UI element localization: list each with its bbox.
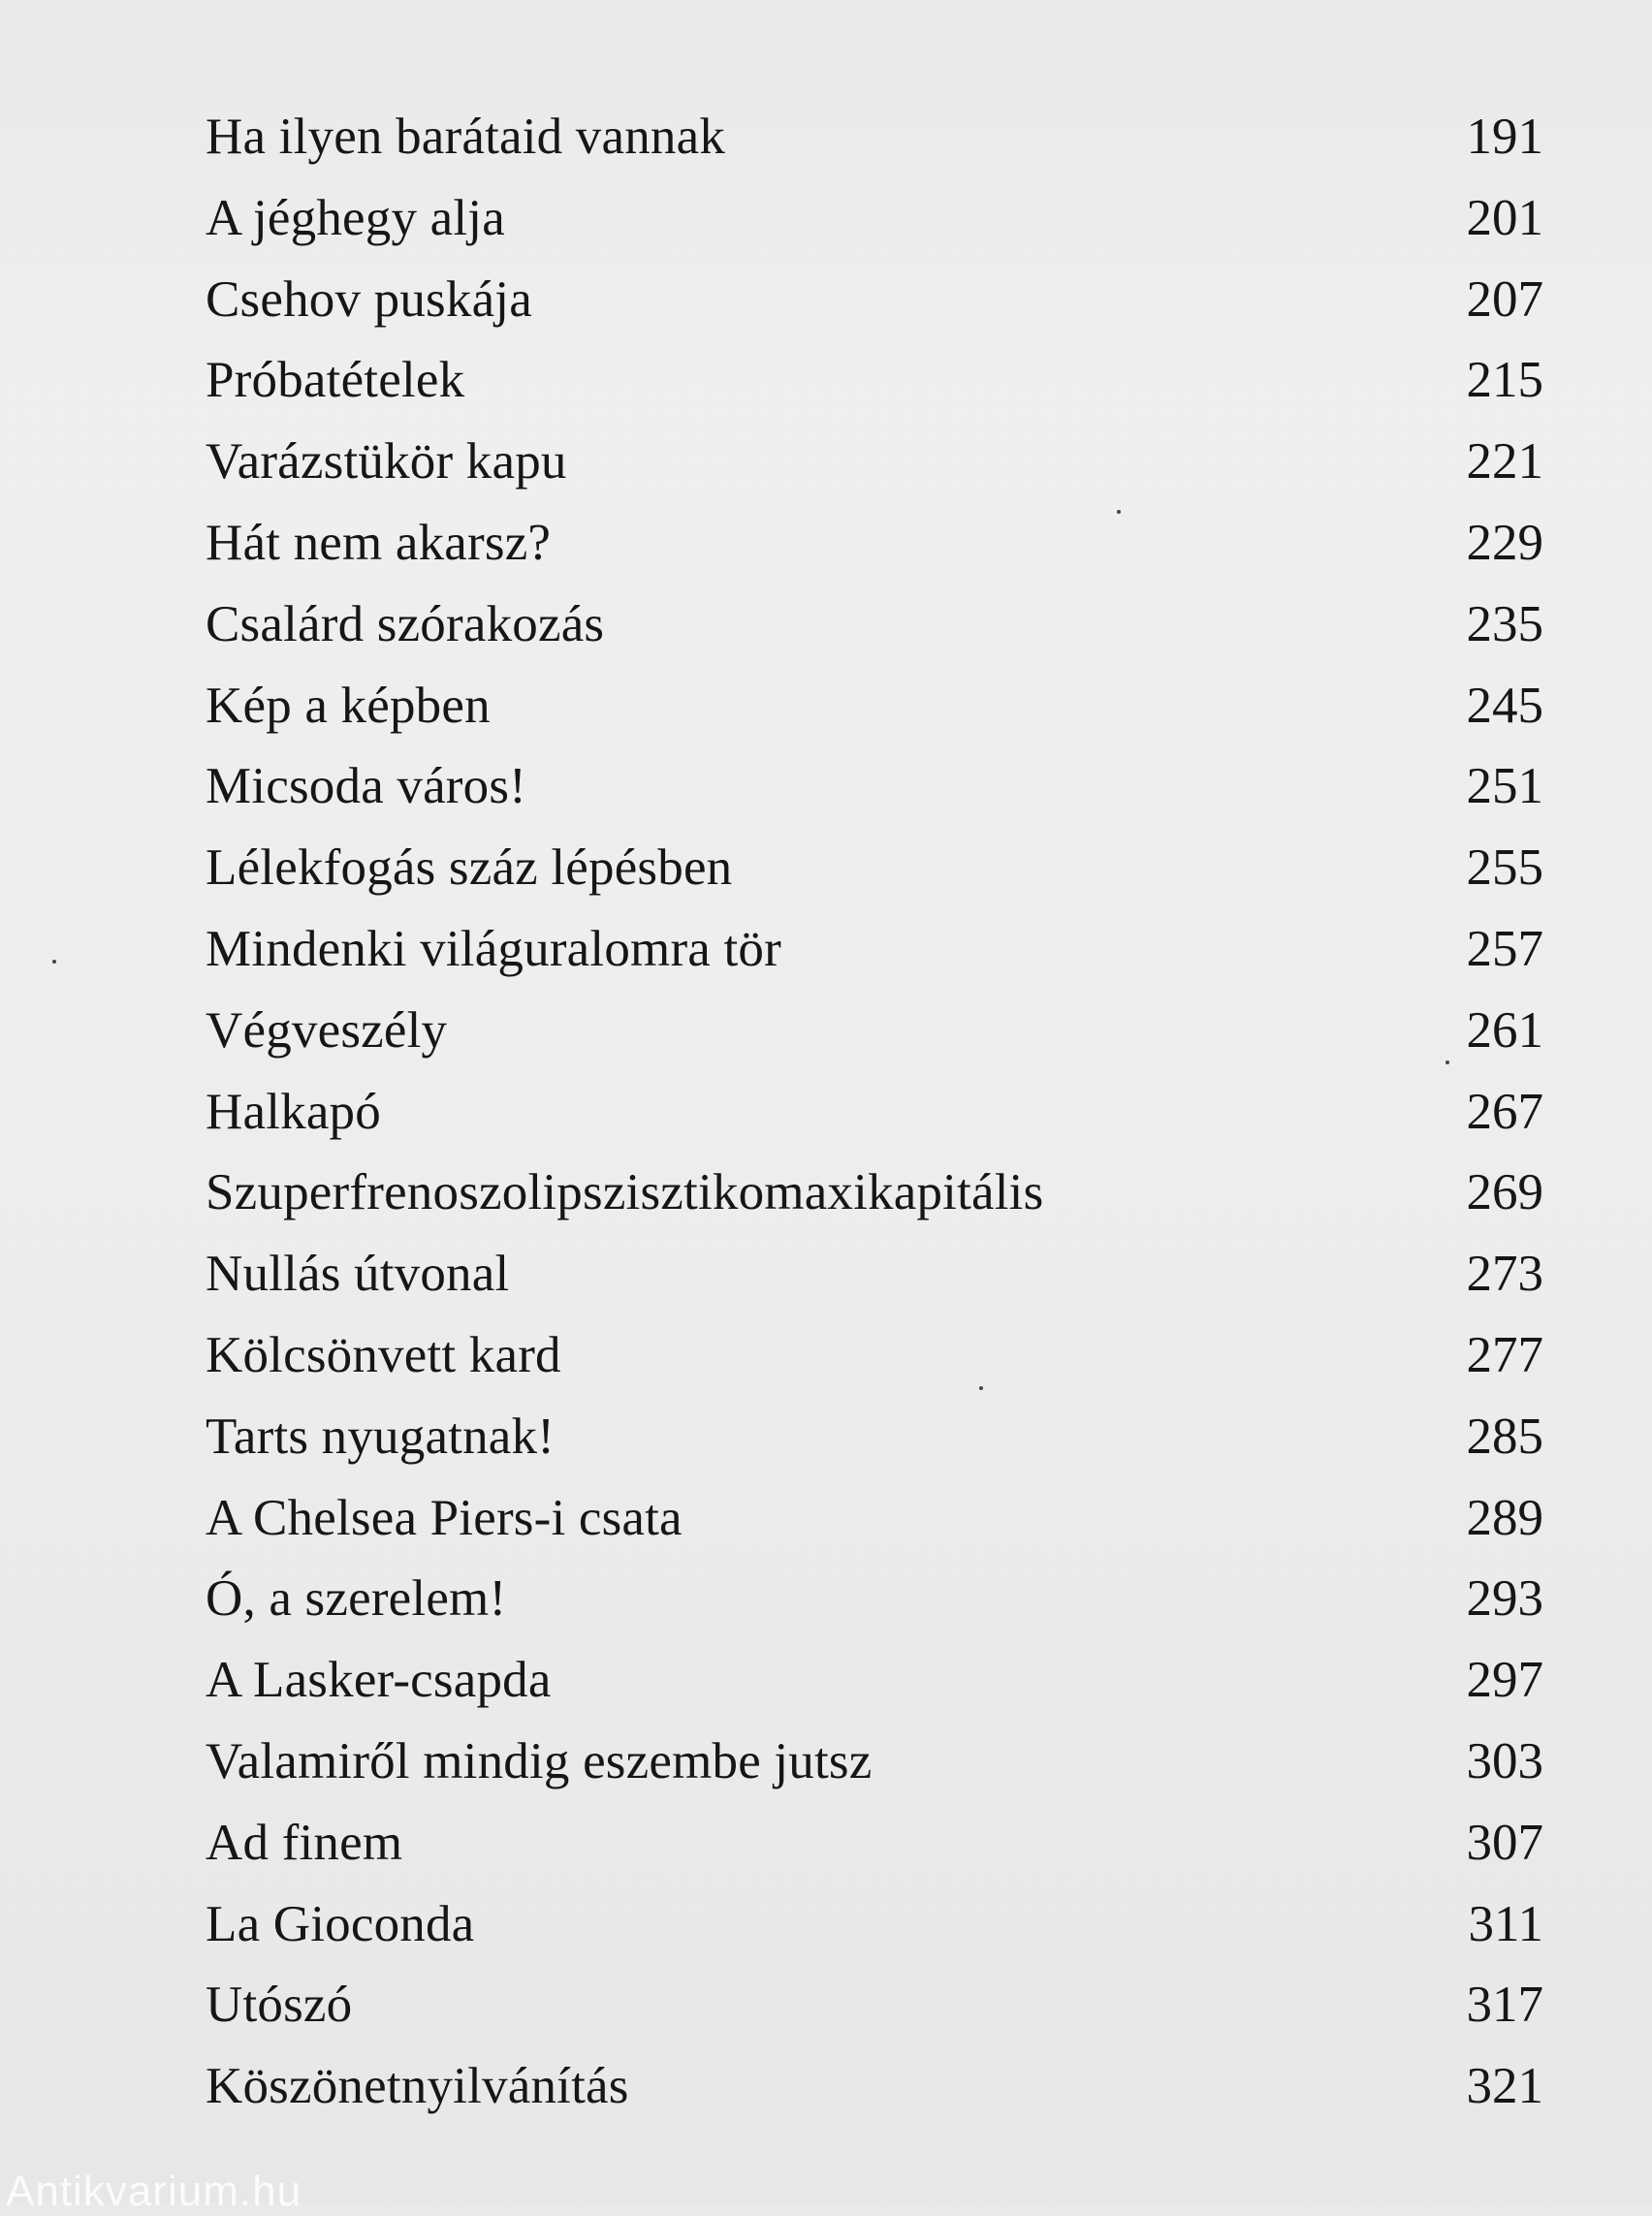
toc-entry-page: 277 [1466, 1326, 1543, 1383]
toc-entry-page: 285 [1466, 1408, 1543, 1465]
toc-entry [206, 666, 1543, 747]
toc-entry-title: Micsoda város! [206, 758, 527, 815]
toc-entry-title: Kölcsönvett kard [206, 1326, 561, 1383]
toc-entry [206, 260, 1543, 341]
toc-entry [206, 1965, 1543, 2046]
toc-entry [206, 422, 1543, 503]
toc-entry [206, 1803, 1543, 1884]
toc-entry-title: A Lasker-csapda [206, 1652, 552, 1709]
paper-speck [1446, 1061, 1449, 1064]
toc-entry-page: 191 [1466, 109, 1543, 165]
toc-entry-page: 297 [1466, 1652, 1543, 1709]
toc-entry-title: Ó, a szerelem! [206, 1570, 507, 1628]
toc-entry-page: 303 [1466, 1732, 1543, 1789]
toc-entry-title: Halkapó [206, 1083, 381, 1140]
toc-entry [206, 1234, 1543, 1315]
toc-entry [206, 1559, 1543, 1640]
toc-entry-title: Végveszély [206, 1001, 448, 1059]
toc-entry-page: 207 [1466, 270, 1543, 328]
toc-entry-title: Hát nem akarsz? [206, 514, 552, 571]
toc-entry-page: 221 [1466, 433, 1543, 491]
toc-entry-page: 317 [1466, 1977, 1543, 2034]
toc-entry [206, 1478, 1543, 1560]
toc-entry-page: 235 [1466, 595, 1543, 652]
toc-entry-page: 267 [1466, 1083, 1543, 1140]
toc-entry-page: 251 [1466, 758, 1543, 815]
toc-entry [206, 1884, 1543, 1966]
toc-entry-page: 261 [1466, 1001, 1543, 1059]
toc-entry [206, 1397, 1543, 1478]
toc-entry-page: 201 [1466, 189, 1543, 246]
toc-entry-title: Szuperfrenoszolipszisztikomaxikapitális [206, 1164, 1044, 1221]
toc-entry-title: A jéghegy alja [206, 189, 505, 246]
toc-entry [206, 340, 1543, 422]
toc-entry-page: 245 [1466, 677, 1543, 734]
toc-entry [206, 1315, 1543, 1397]
toc-entry-title: Valamiről mindig eszembe jutsz [206, 1732, 873, 1789]
toc-entry [206, 1072, 1543, 1154]
toc-entry [206, 1153, 1543, 1234]
toc-entry-title: Tarts nyugatnak! [206, 1408, 556, 1465]
toc-entry [206, 178, 1543, 260]
toc-entry-page: 321 [1466, 2058, 1543, 2115]
toc-entry [206, 2046, 1543, 2128]
table-of-contents [206, 97, 1543, 2128]
toc-entry [206, 909, 1543, 991]
watermark: Antikvarium.hu [6, 2168, 302, 2215]
toc-entry-page: 229 [1466, 514, 1543, 571]
toc-entry-page: 307 [1466, 1814, 1543, 1871]
toc-entry-page: 289 [1466, 1489, 1543, 1546]
toc-entry-title: Csalárd szórakozás [206, 595, 605, 652]
toc-entry [206, 746, 1543, 828]
toc-entry-title: La Gioconda [206, 1895, 475, 1952]
toc-entry-title: Lélekfogás száz lépésben [206, 839, 733, 897]
toc-entry-title: Köszönetnyilvánítás [206, 2058, 629, 2115]
toc-entry [206, 1640, 1543, 1722]
toc-entry-page: 273 [1466, 1246, 1543, 1303]
toc-entry-title: Csehov puskája [206, 270, 532, 328]
toc-entry-title: Varázstükör kapu [206, 433, 567, 491]
toc-entry [206, 503, 1543, 585]
toc-entry-title: Ad finem [206, 1814, 403, 1871]
toc-entry [206, 991, 1543, 1072]
toc-entry-page: 269 [1466, 1164, 1543, 1221]
toc-entry [206, 1722, 1543, 1803]
toc-entry-title: Nullás útvonal [206, 1246, 510, 1303]
toc-entry [206, 585, 1543, 666]
toc-entry-page: 311 [1468, 1895, 1543, 1952]
toc-entry-title: Kép a képben [206, 677, 491, 734]
paper-speck [979, 1386, 983, 1390]
toc-entry-title: Próbatételek [206, 352, 465, 409]
toc-entry-page: 293 [1466, 1570, 1543, 1628]
toc-entry-title: Mindenki világuralomra tör [206, 920, 781, 977]
toc-entry-page: 257 [1466, 920, 1543, 977]
toc-entry-title: A Chelsea Piers-i csata [206, 1489, 683, 1546]
toc-entry-page: 215 [1466, 352, 1543, 409]
toc-entry [206, 97, 1543, 178]
toc-entry-page: 255 [1466, 839, 1543, 897]
toc-entry-title: Ha ilyen barátaid vannak [206, 109, 726, 165]
paper-speck [52, 960, 56, 964]
paper-speck [1117, 510, 1121, 514]
toc-entry-title: Utószó [206, 1977, 353, 2034]
toc-entry [206, 828, 1543, 909]
